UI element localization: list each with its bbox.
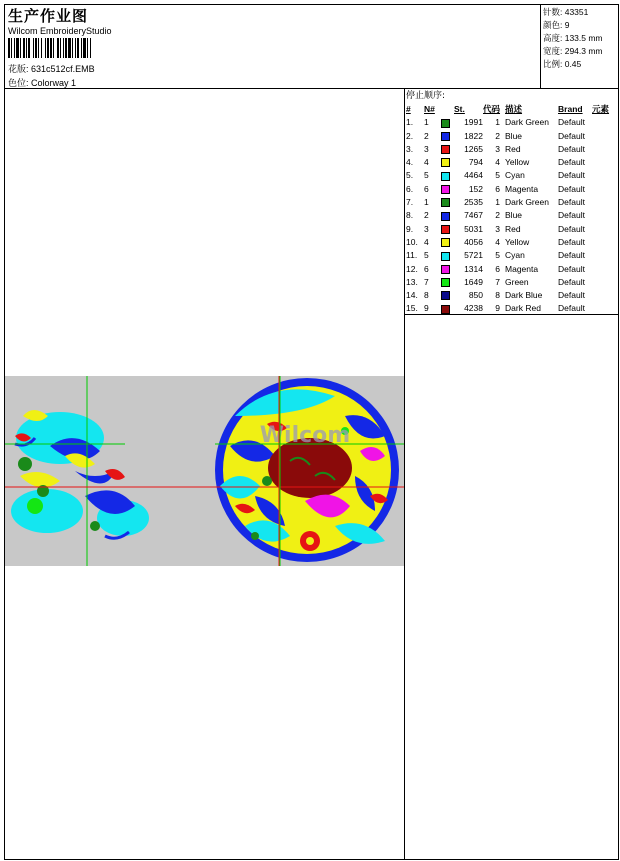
row-element bbox=[592, 289, 618, 302]
row-needle: 3 bbox=[424, 223, 429, 234]
table-row bbox=[406, 249, 618, 262]
table-row bbox=[406, 196, 618, 209]
row-stitches: 850 bbox=[468, 290, 483, 301]
table-row bbox=[406, 143, 618, 156]
row-stitches: 1822 bbox=[464, 130, 483, 141]
design-file-line bbox=[8, 62, 95, 75]
col-seq: # bbox=[406, 104, 411, 114]
row-seq: 6. bbox=[406, 183, 414, 194]
design-file-name: 631c512cf.EMB bbox=[31, 64, 95, 74]
row-description: Yellow bbox=[505, 157, 530, 168]
color-swatch bbox=[441, 145, 450, 154]
table-row bbox=[406, 223, 618, 236]
row-swatch bbox=[441, 249, 454, 262]
row-description: Cyan bbox=[505, 250, 525, 261]
stop-sequence-table bbox=[406, 103, 618, 316]
row-description: Dark Green bbox=[505, 197, 549, 208]
page-title: 生产作业图 bbox=[8, 7, 89, 25]
row-code: 6 bbox=[495, 183, 501, 194]
right-medallion bbox=[215, 378, 399, 562]
row-description: Yellow bbox=[505, 236, 530, 247]
table-row bbox=[406, 276, 618, 289]
color-swatch bbox=[441, 119, 450, 128]
row-stitches: 2535 bbox=[464, 197, 483, 208]
row-seq: 5. bbox=[406, 170, 414, 181]
row-seq: 3. bbox=[406, 143, 414, 154]
color-swatch bbox=[441, 212, 450, 221]
row-swatch bbox=[441, 196, 454, 209]
row-swatch bbox=[441, 276, 454, 289]
row-needle: 1 bbox=[424, 117, 429, 128]
row-element bbox=[592, 116, 618, 129]
row-element bbox=[592, 169, 618, 182]
row-needle: 6 bbox=[424, 263, 429, 274]
row-brand: Default bbox=[558, 170, 585, 181]
row-brand: Default bbox=[558, 197, 585, 208]
row-element bbox=[592, 223, 618, 236]
row-stitches: 152 bbox=[468, 183, 483, 194]
row-seq: 4. bbox=[406, 157, 414, 168]
row-code: 8 bbox=[495, 290, 501, 301]
watermark-text: Wilcom bbox=[259, 423, 351, 448]
row-brand: Default bbox=[558, 250, 585, 261]
col-brand: Brand bbox=[558, 104, 583, 114]
row-brand: Default bbox=[558, 210, 585, 221]
row-seq: 7. bbox=[406, 197, 414, 208]
row-stitches: 1649 bbox=[464, 276, 483, 287]
table-row bbox=[406, 169, 618, 182]
row-needle: 7 bbox=[424, 276, 429, 287]
row-code: 2 bbox=[495, 130, 501, 141]
stop-sequence-rows bbox=[406, 116, 618, 315]
color-swatch bbox=[441, 265, 450, 274]
company-name: Wilcom EmbroideryStudio bbox=[8, 26, 112, 36]
row-element bbox=[592, 130, 618, 143]
color-swatch bbox=[441, 198, 450, 207]
col-element: 元素 bbox=[592, 104, 610, 114]
row-seq: 15. bbox=[406, 303, 418, 314]
col-description: 描述 bbox=[505, 104, 523, 114]
row-description: Dark Green bbox=[505, 117, 549, 128]
design-preview bbox=[5, 376, 404, 566]
row-element bbox=[592, 276, 618, 289]
color-swatch bbox=[441, 172, 450, 181]
row-needle: 2 bbox=[424, 210, 429, 221]
row-description: Red bbox=[505, 143, 521, 154]
stop-sequence-header-row bbox=[406, 103, 618, 116]
row-stitches: 7467 bbox=[464, 210, 483, 221]
row-code: 1 bbox=[495, 197, 501, 208]
row-brand: Default bbox=[558, 223, 585, 234]
row-code: 3 bbox=[495, 143, 501, 154]
design-width: 宽度: 294.3 mm bbox=[543, 46, 603, 56]
row-needle: 2 bbox=[424, 130, 429, 141]
table-row bbox=[406, 209, 618, 222]
colorway-line bbox=[8, 76, 76, 89]
row-swatch bbox=[441, 156, 454, 169]
row-element bbox=[592, 263, 618, 276]
row-needle: 5 bbox=[424, 170, 429, 181]
row-code: 1 bbox=[495, 117, 501, 128]
row-brand: Default bbox=[558, 290, 585, 301]
row-description: Magenta bbox=[505, 183, 539, 194]
row-element bbox=[592, 302, 618, 315]
row-stitches: 1265 bbox=[464, 143, 483, 154]
barcode bbox=[8, 38, 164, 58]
color-swatch bbox=[441, 225, 450, 234]
row-code: 9 bbox=[495, 303, 501, 314]
design-height: 高度: 133.5 mm bbox=[543, 33, 603, 43]
color-swatch bbox=[441, 238, 450, 247]
row-seq: 10. bbox=[406, 236, 418, 247]
row-code: 5 bbox=[495, 170, 501, 181]
stop-sequence-title: 停止顺序: bbox=[406, 91, 446, 101]
row-brand: Default bbox=[558, 130, 585, 141]
row-code: 4 bbox=[495, 157, 501, 168]
row-element bbox=[592, 249, 618, 262]
row-description: Magenta bbox=[505, 263, 539, 274]
row-brand: Default bbox=[558, 276, 585, 287]
production-worksheet bbox=[4, 4, 619, 860]
table-row bbox=[406, 289, 618, 302]
table-row bbox=[406, 156, 618, 169]
row-stitches: 5721 bbox=[464, 250, 483, 261]
row-seq: 9. bbox=[406, 223, 414, 234]
color-swatch bbox=[441, 158, 450, 167]
row-description: Cyan bbox=[505, 170, 525, 181]
color-swatch bbox=[441, 291, 450, 300]
table-row bbox=[406, 183, 618, 196]
row-needle: 4 bbox=[424, 157, 429, 168]
row-needle: 3 bbox=[424, 143, 429, 154]
row-stitches: 1991 bbox=[464, 117, 483, 128]
row-element bbox=[592, 156, 618, 169]
row-stitches: 5031 bbox=[464, 223, 483, 234]
row-seq: 12. bbox=[406, 263, 418, 274]
row-description: Dark Red bbox=[505, 303, 541, 314]
color-count: 颜色: 9 bbox=[543, 20, 570, 30]
col-code: 代码 bbox=[483, 104, 501, 114]
row-swatch bbox=[441, 302, 454, 315]
row-stitches: 4056 bbox=[464, 236, 483, 247]
row-description: Dark Blue bbox=[505, 290, 543, 301]
row-needle: 1 bbox=[424, 197, 429, 208]
right-column bbox=[404, 89, 618, 859]
row-description: Blue bbox=[505, 210, 523, 221]
row-swatch bbox=[441, 209, 454, 222]
row-swatch bbox=[441, 263, 454, 276]
row-swatch bbox=[441, 116, 454, 129]
row-description: Blue bbox=[505, 130, 523, 141]
row-description: Red bbox=[505, 223, 521, 234]
color-swatch bbox=[441, 132, 450, 141]
color-swatch bbox=[441, 278, 450, 287]
row-swatch bbox=[441, 183, 454, 196]
stitch-count: 针数: 43351 bbox=[543, 7, 589, 17]
row-needle: 5 bbox=[424, 250, 429, 261]
row-element bbox=[592, 196, 618, 209]
row-stitches: 794 bbox=[468, 157, 483, 168]
row-swatch bbox=[441, 130, 454, 143]
col-needle: N# bbox=[424, 104, 435, 114]
colorway-name: Colorway 1 bbox=[31, 78, 77, 88]
color-swatch bbox=[441, 252, 450, 261]
row-description: Green bbox=[505, 276, 529, 287]
row-swatch bbox=[441, 236, 454, 249]
worksheet-header bbox=[5, 5, 618, 89]
stop-sequence-panel bbox=[405, 89, 619, 315]
color-swatch bbox=[441, 185, 450, 194]
table-row bbox=[406, 116, 618, 129]
row-code: 4 bbox=[495, 236, 501, 247]
table-row bbox=[406, 263, 618, 276]
row-code: 5 bbox=[495, 250, 501, 261]
col-stitches: St. bbox=[454, 104, 465, 114]
row-brand: Default bbox=[558, 157, 585, 168]
table-row bbox=[406, 130, 618, 143]
row-element bbox=[592, 209, 618, 222]
row-needle: 6 bbox=[424, 183, 429, 194]
design-scale: 比例: 0.45 bbox=[543, 59, 582, 69]
color-swatch bbox=[441, 305, 450, 314]
row-code: 7 bbox=[495, 276, 501, 287]
row-brand: Default bbox=[558, 117, 585, 128]
row-stitches: 4238 bbox=[464, 303, 483, 314]
row-needle: 8 bbox=[424, 290, 429, 301]
row-seq: 8. bbox=[406, 210, 414, 221]
row-seq: 14. bbox=[406, 290, 418, 301]
row-brand: Default bbox=[558, 263, 585, 274]
row-stitches: 4464 bbox=[464, 170, 483, 181]
row-brand: Default bbox=[558, 303, 585, 314]
row-seq: 1. bbox=[406, 117, 414, 128]
design-stats bbox=[540, 5, 618, 89]
row-stitches: 1314 bbox=[464, 263, 483, 274]
row-seq: 13. bbox=[406, 276, 418, 287]
design-label: 花版: bbox=[8, 64, 29, 74]
row-brand: Default bbox=[558, 183, 585, 194]
row-swatch bbox=[441, 289, 454, 302]
colorway-label: 色位: bbox=[8, 78, 29, 88]
row-code: 6 bbox=[495, 263, 501, 274]
row-swatch bbox=[441, 169, 454, 182]
row-brand: Default bbox=[558, 236, 585, 247]
row-seq: 2. bbox=[406, 130, 414, 141]
table-row bbox=[406, 236, 618, 249]
row-needle: 4 bbox=[424, 236, 429, 247]
row-code: 3 bbox=[495, 223, 501, 234]
row-swatch bbox=[441, 143, 454, 156]
col-swatch bbox=[441, 103, 454, 116]
row-element bbox=[592, 236, 618, 249]
table-row bbox=[406, 302, 618, 315]
row-element bbox=[592, 183, 618, 196]
row-code: 2 bbox=[495, 210, 501, 221]
row-seq: 11. bbox=[406, 250, 418, 261]
row-swatch bbox=[441, 223, 454, 236]
row-element bbox=[592, 143, 618, 156]
embroidery-preview-image bbox=[5, 376, 404, 566]
row-needle: 9 bbox=[424, 303, 429, 314]
row-brand: Default bbox=[558, 143, 585, 154]
